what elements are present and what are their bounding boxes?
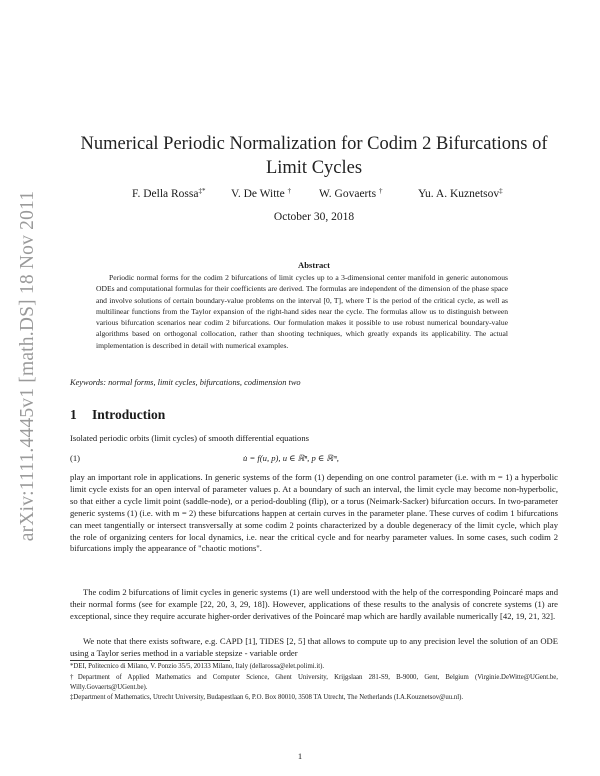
author: F. Della Rossa‡* xyxy=(132,187,206,200)
author-mark: † xyxy=(378,187,383,195)
author: W. Govaerts † xyxy=(319,187,383,200)
equation: u̇ = f(u, p), u ∈ ℝⁿ, p ∈ ℝᵐ, xyxy=(243,453,339,463)
author: Yu. A. Kuznetsov‡ xyxy=(418,187,503,200)
footnote: *DEI, Politecnico di Milano, V. Ponzio 35/5, 20133 Milano, Italy (dellarossa@elet.polimi.it). xyxy=(70,663,325,670)
body-paragraph: play an important role in applications. In generic systems of the form (1) depending on one control parameter (i.e. with m = 1) a hyperbolic limit cycle exists for an open interval of parameter values p. At a boundary of such an interval, the limit cycle may become non-hyperbolic, so that either a cycle limit point (saddle-node), or a period-doubling (flip), or a torus (Neimark-Sacker) bifurcation occurs. In two-parameter generic systems (1) (i.e. with m = 2) these bifurcations happen at certain curves in the parameter plane. These curves of codim 1 bifurcations can meet tangentially or intersect transversally at some codim 2 points characterized by a double degeneracy of the limit cycle, which play the role of organizing centers for local dynamics, i.e. near the critical cycle and for nearby parameter values. In some cases, such codim 2 bifurcations imply the appearance of "chaotic motions". xyxy=(70,472,558,554)
section-number: 1 xyxy=(70,407,77,422)
footnote: †Department of Applied Mathematics and Computer Science, Ghent University, Krijgslaan 281-S9, B-9000, Gent, Belgium (Virginie.DeWitte@UGent.be, Willy.Govaerts@UGent.be). xyxy=(70,674,558,691)
body-paragraph: The codim 2 bifurcations of limit cycles in generic systems (1) are well understood with the help of the corresponding Poincaré maps and their normal forms (see for example [22, 20, 3, 29, 18]). However, applications of these results to the analysis of concrete systems (1) are exceptional, since they require accurate higher-order derivatives of the Poincaré map which are hardly available numerically [42, 19, 21, 32]. xyxy=(70,587,558,621)
abstract-heading: Abstract xyxy=(298,260,330,270)
section-title: Introduction xyxy=(92,407,166,422)
footnote: ‡Department of Mathematics, Utrecht University, Budapestlaan 6, P.O. Box 80010, 3508 TA Utrecht, The Netherlands (I.A.Kouznetsov@uu.nl). xyxy=(70,694,464,701)
keywords: Keywords: normal forms, limit cycles, bifurcations, codimension two xyxy=(70,378,301,387)
author-list xyxy=(70,188,558,204)
intro-paragraph: Isolated periodic orbits (limit cycles) of smooth differential equations xyxy=(70,433,309,443)
paper-title: Numerical Periodic Normalization for Codim 2 Bifurcations of Limit Cycles xyxy=(80,134,548,178)
author-mark: † xyxy=(287,187,292,195)
author: V. De Witte † xyxy=(231,187,292,200)
body-paragraph: We note that there exists software, e.g. CAPD [1], TIDES [2, 5] that allows to compute up to any precision level the solution of an ODE using a Taylor series method in a variable stepsize - variable order xyxy=(70,636,558,658)
section-heading xyxy=(70,407,165,423)
arxiv-stamp xyxy=(10,180,46,552)
abstract-text: Periodic normal forms for the codim 2 bifurcations of limit cycles up to a 3-dimensional center manifold in generic autonomous ODEs and computational formulas for their coefficients are derived. The formulas are independent of the dimension of the phase space and involve solutions of certain boundary-value problems on the interval [0, T], where T is the period of the critical cycle, as well as multilinear functions from the Taylor expansion of the right-hand sides near the cycle. The formulas allow us to distinguish between various bifurcation scenarios near codim 2 bifurcations. Our formulation makes it possible to use robust numerical boundary-value algorithms based on orthogonal collocation, rather than shooting techniques, which greatly expands its applicability. The actual implementation is described in detail with numerical examples. xyxy=(96,273,508,350)
author-mark: ‡ xyxy=(499,187,503,195)
author-mark: ‡* xyxy=(198,187,206,195)
page-number: 1 xyxy=(297,751,303,761)
footnote-rule xyxy=(70,660,230,661)
arxiv-stamp-text: arXiv:1111.4445v1 [math.DS] 18 Nov 2011 xyxy=(17,190,38,542)
equation-label: (1) xyxy=(70,453,81,463)
paper-date: October 30, 2018 xyxy=(273,211,355,223)
